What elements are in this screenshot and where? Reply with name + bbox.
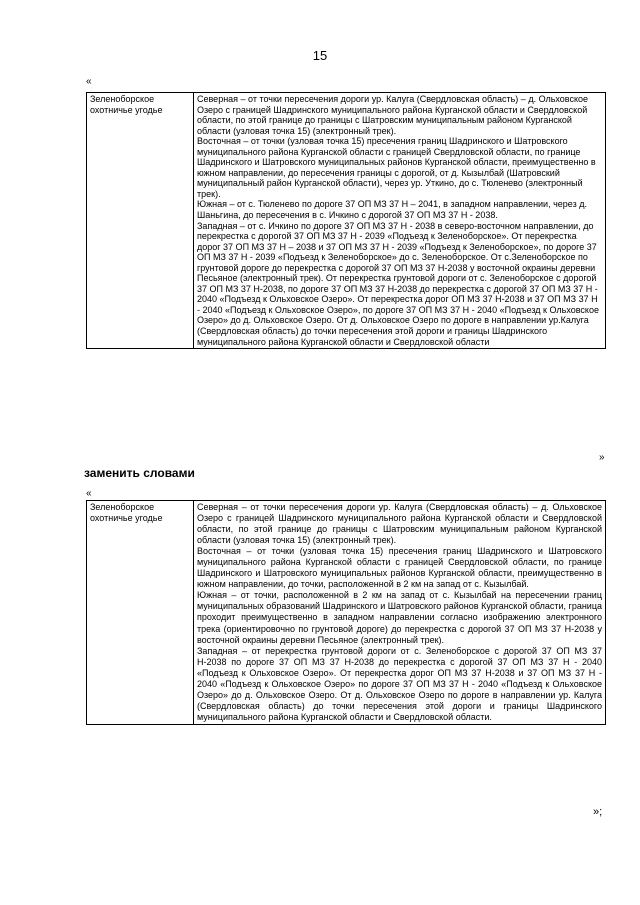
boundary-east: Восточная – от точки (узловая точка 15) пресечения границ Шадринского и Шатровского муниципального района Курганской области с границей Свердловской области, по границе Шадринского и Шатровского муниципальных районов Курганской области, преимущественно в южном направлении, до точки, расположенной в 2 км на запад от с. Кызылбай. [197, 546, 602, 590]
table-row [87, 501, 606, 725]
boundary-west: Западная – от с. Ичкино по дороге 37 ОП МЗ 37 Н - 2038 в северо-восточном направлении, до перекрестка с дорогой 37 ОП МЗ 37 Н - 2039 «Подъезд к Зеленоборское». От перекрестка дорог 37 ОП МЗ 37 Н – 2038 и 37 ОП МЗ 37 Н - 2039 «Подъезд к Зеленоборское», по дороге 37 ОП МЗ 37 Н - 2039 «Подъезд к Зеленоборское» до с. Зеленоборское. От с.Зеленоборское по грунтовой дороге до перекрестка с дорогой 37 ОП МЗ 37 Н-2038 у восточной окраины деревни Песьяное (электронный трек). От перекрестка грунтовой дороги от с. Зеленоборское с дорогой 37 ОП МЗ 37 Н-2038, по дороге 37 ОП МЗ 37 Н-2038 до перекрестка с дорогой 37 ОП МЗ 37 Н - 2040 «Подъезд к Ольховское Озеро». От перекрестка дорог ОП МЗ 37 Н-2038 и 37 ОП МЗ 37 Н - 2040 «Подъезд к Ольховское Озеро», по дороге 37 ОП МЗ 37 Н - 2040 «Подъезд к Ольховское Озеро» до д. Ольховское Озеро. От д. Ольховское Озеро по дороге в направлении ур.Калуга (Свердловская область) до точки пересечения этой дороги и границы Шадринского муниципального района Курганской области и Свердловской области [197, 220, 599, 347]
hunting-ground-name-line: охотничье угодье [90, 513, 163, 524]
replace-with-words-heading: заменить словами [84, 466, 195, 480]
boundary-east: Восточная – от точки (узловая точка 15) пресечения границ Шадринского и Шатровского муниципального района Курганской области с границей Свердловской области, по границе Шадринского и Шатровского муниципальных районов Курганской области, преимущественно в южном направлении, до пересечения границы с дорогой, от д. Кызылбай (Шатровский муниципальный район Курганской области), через ур. Уткино, до с. Тюленево (электронный трек). [197, 136, 596, 199]
page-number: 15 [312, 48, 328, 63]
hunting-ground-name-cell [87, 93, 194, 349]
boundary-west: Западная – от перекрестка грунтовой дороги от с. Зеленоборское с дорогой 37 ОП МЗ 37 Н-2038 по дороге 37 ОП МЗ 37 Н-2038 до перекрестка с дорогой 37 ОП МЗ 37 Н - 2040 «Подъезд к Ольховское Озеро». От перекрестка дорог ОП МЗ 37 Н-2038 и 37 ОП МЗ 37 Н - 2040 «Подъезд к Ольховское Озеро» по дороге 37 ОП МЗ 37 Н - 2040 «Подъезд к Ольховское Озеро» до д. Ольховское Озеро. От д. Ольховское Озеро по дороге в направлении ур. Калуга (Свердловская область) до точки пересечения этой дороги и границы Шадринского муниципального района Курганской области и Свердловской области. [197, 645, 602, 722]
boundary-north: Северная – от точки пересечения дороги ур. Калуга (Свердловская область) – д. Ольховское Озеро с границей Шадринского муниципального района Курганской области и Свердловской области, по этой границе до границы с Шатровским муниципальным районом Курганской области (узловая точка 15) (электронный трек). [197, 502, 602, 546]
hunting-ground-name-line: охотничье угодье [90, 104, 163, 115]
hunting-ground-name-line: Зеленоборское [90, 502, 155, 512]
boundary-description-cell [194, 501, 606, 725]
boundary-south: Южная – от точки, расположенной в 2 км на запад от с. Кызылбай на пересечении границ муниципальных образований Шадринского и Шатровского районов Курганской области, граница проходит преимущественно в западном направлении согласно изображению электронного трека (ориентировочно по грунтовой дороге) до перекрестка с дорогой 37 ОП МЗ 37 Н-2038 у восточной окраины деревни Песьяное (электронный трек). [197, 590, 602, 645]
table-row [87, 93, 606, 349]
old-boundary-table [86, 92, 606, 349]
opening-quote: « [86, 76, 92, 87]
opening-quote: « [86, 488, 92, 499]
hunting-ground-name-cell [87, 501, 194, 725]
new-boundary-table [86, 500, 606, 725]
boundary-description-cell [194, 93, 606, 349]
boundary-north: Северная – от точки пересечения дороги ур. Калуга (Свердловская область) – д. Ольховское Озеро с границей Шадринского муниципального района Курганской области и Свердловской области, по этой границе до границы с Шатровским муниципальным районом Курганской области (узловая точка 15) (электронный трек). [197, 94, 589, 136]
boundary-south: Южная – от с. Тюленево по дороге 37 ОП МЗ 37 Н – 2041, в западном направлении, через д. Шаньгина, до пересечения в с. Ичкино с дорогой 37 ОП МЗ 37 Н - 2038. [197, 199, 587, 221]
hunting-ground-name-line: Зеленоборское [90, 94, 155, 104]
closing-quote-semicolon: »; [593, 806, 603, 818]
closing-quote: » [599, 452, 605, 463]
